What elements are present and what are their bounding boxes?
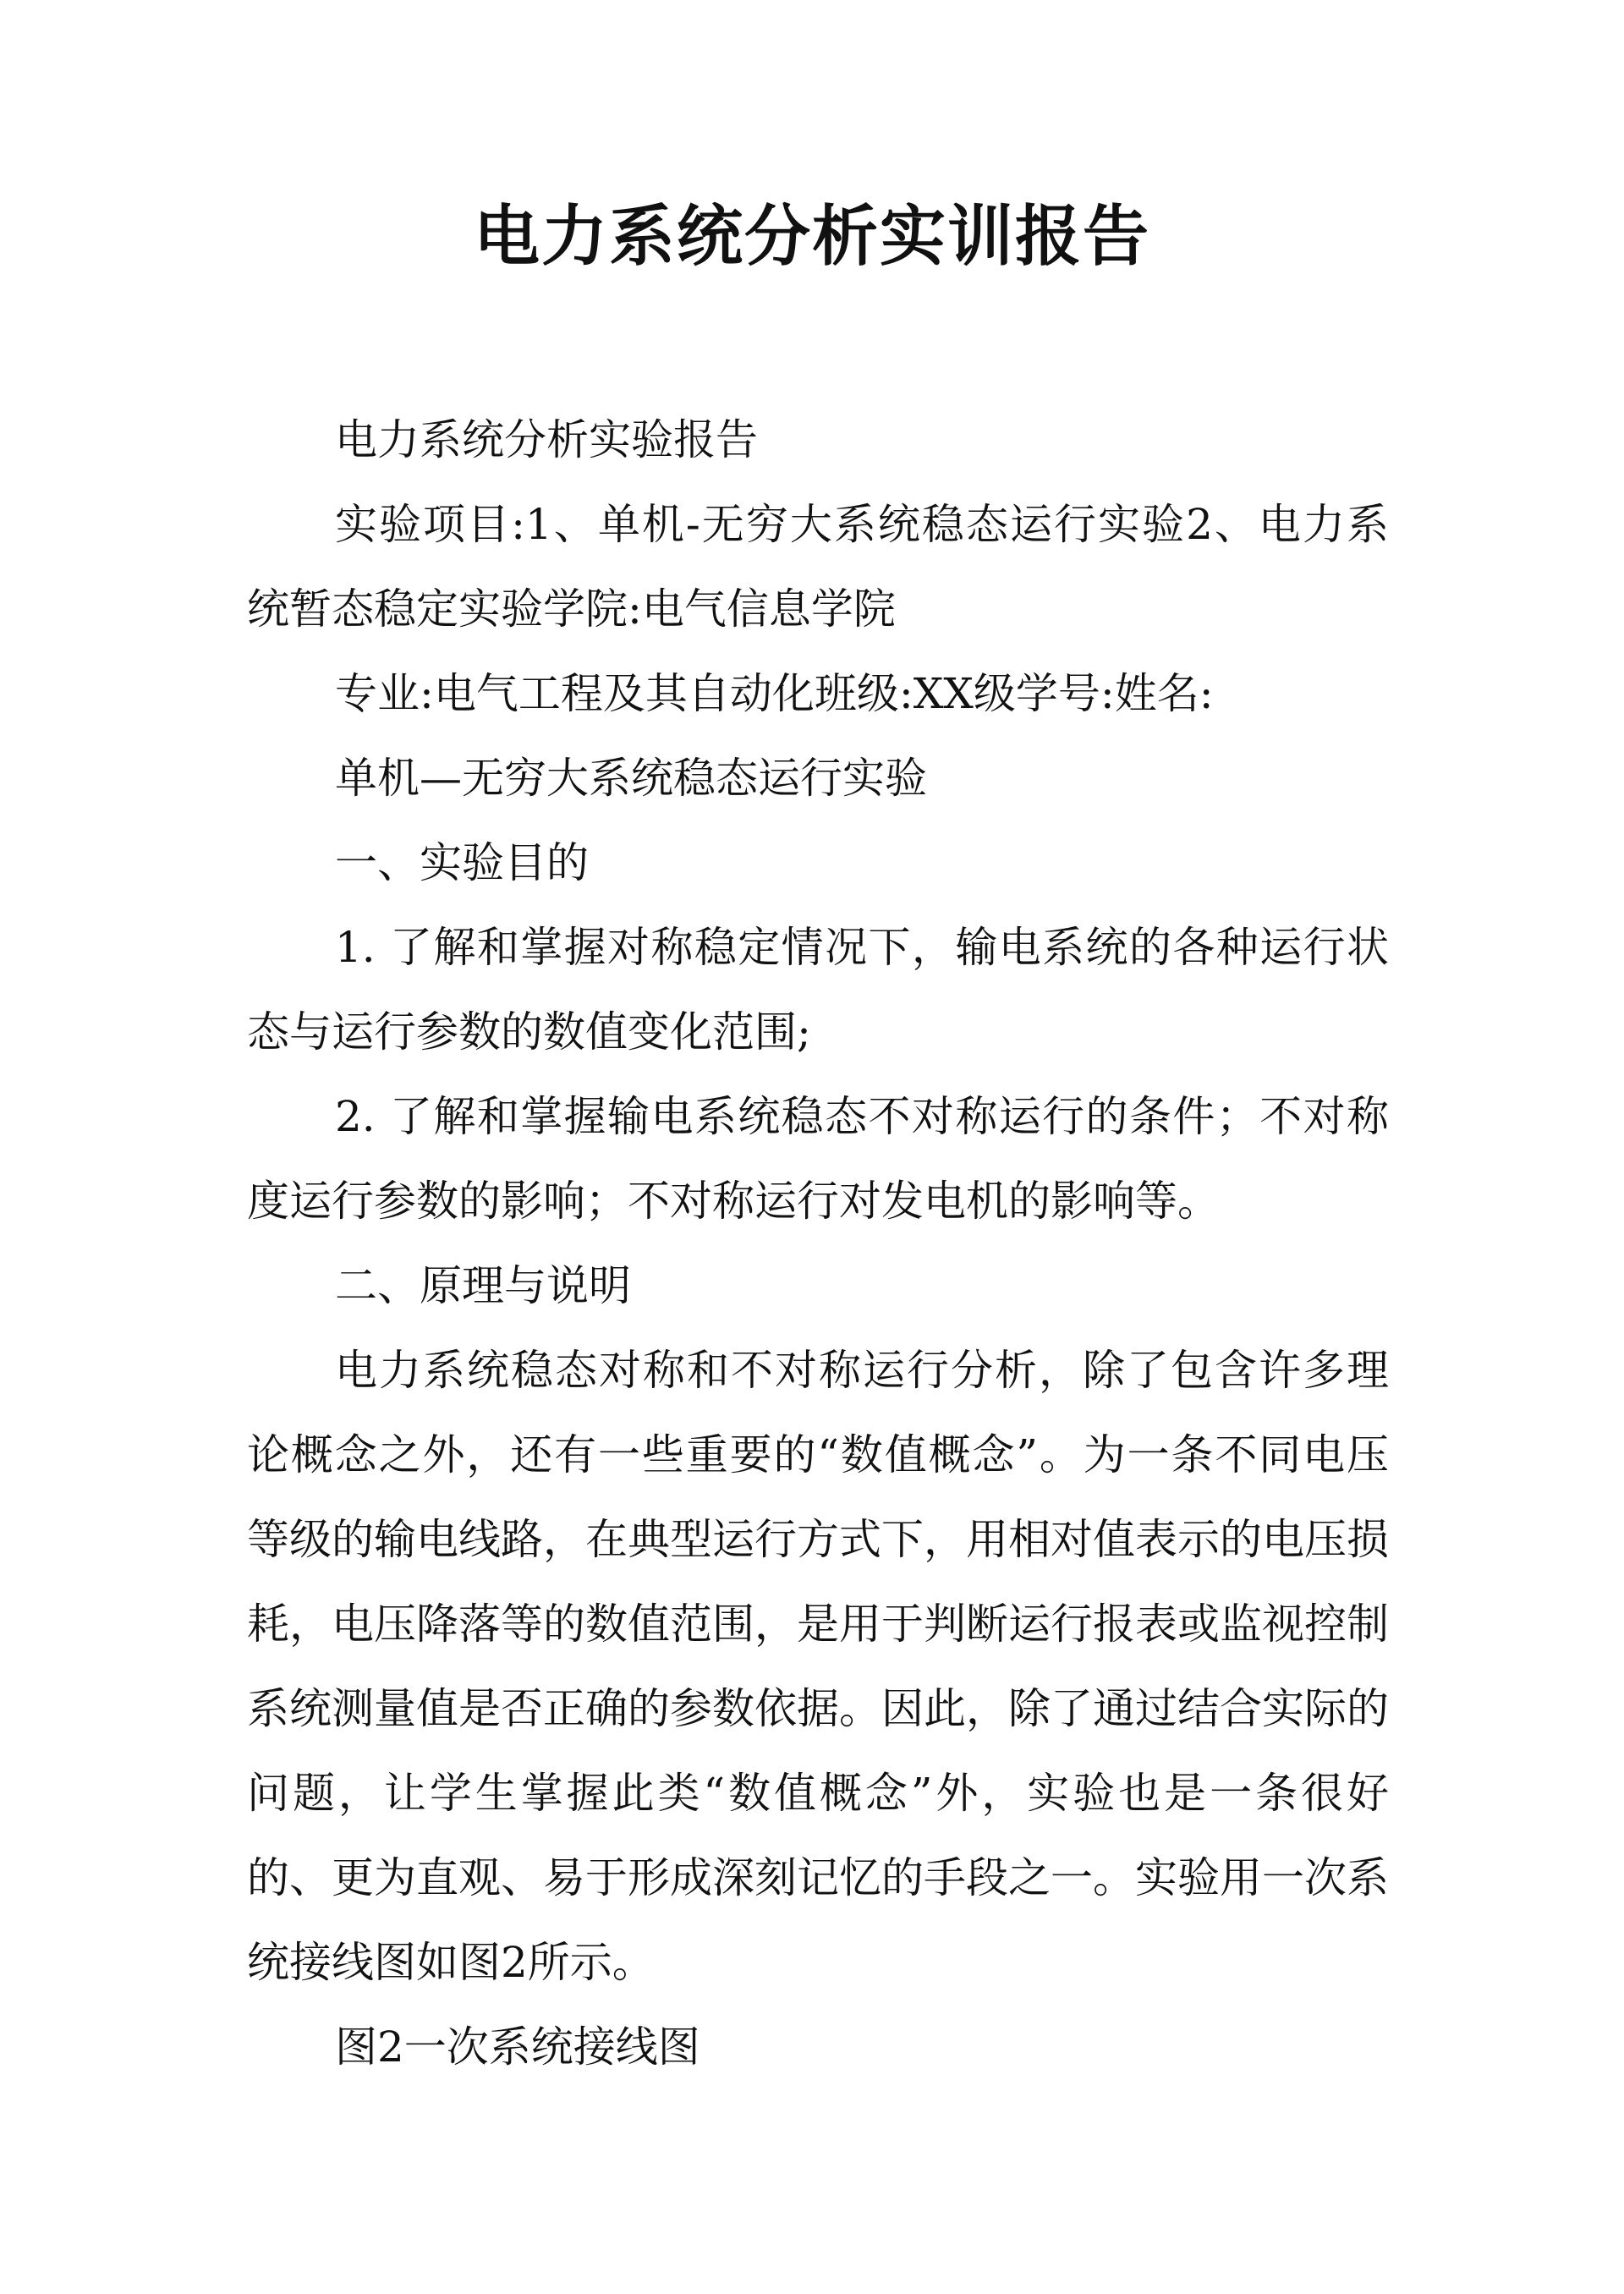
paragraph-experiment-items: 实验项目:1、单机-无穷大系统稳态运行实验2、电力系统暂态稳定实验学院:电气信息学院 <box>247 500 1389 634</box>
paragraph-report-name: 电力系统分析实验报告 <box>335 415 758 464</box>
figure-caption: 图2一次系统接线图 <box>335 2022 700 2072</box>
paragraph-principle-text: 电力系统稳态对称和不对称运行分析，除了包含许多理论概念之外，还有一些重要的“数值概念”。为一条不同电压等级的输电线路，在典型运行方式下，用相对值表示的电压损耗，电压降落等的数值范围，是用于判断运行报表或监视控制系统测量值是否正确的参数依据。因此，除了通过结合实际的问题，让学生掌握此类“数值概念”外，实验也是一条很好的、更为直观、易于形成深刻记忆的手段之一。实验用一次系统接线图如图2所示。 <box>247 1346 1389 1987</box>
purpose-item-1: 1. 了解和掌握对称稳定情况下，输电系统的各种运行状态与运行参数的数值变化范围; <box>247 923 1389 1056</box>
purpose-item-2: 2. 了解和掌握输电系统稳态不对称运行的条件；不对称度运行参数的影响；不对称运行对发电机的影响等。 <box>247 1092 1389 1226</box>
section-heading-purpose: 一、实验目的 <box>335 838 589 887</box>
document-title: 电力系统分析实训报告 <box>473 198 1150 275</box>
paragraph-student-info: 专业:电气工程及其自动化班级:XX级学号:姓名: <box>335 669 1214 718</box>
document-body <box>247 398 1389 2089</box>
paragraph-experiment-title: 单机—无穷大系统稳态运行实验 <box>335 754 927 803</box>
section-heading-principle: 二、原理与说明 <box>335 1261 631 1310</box>
